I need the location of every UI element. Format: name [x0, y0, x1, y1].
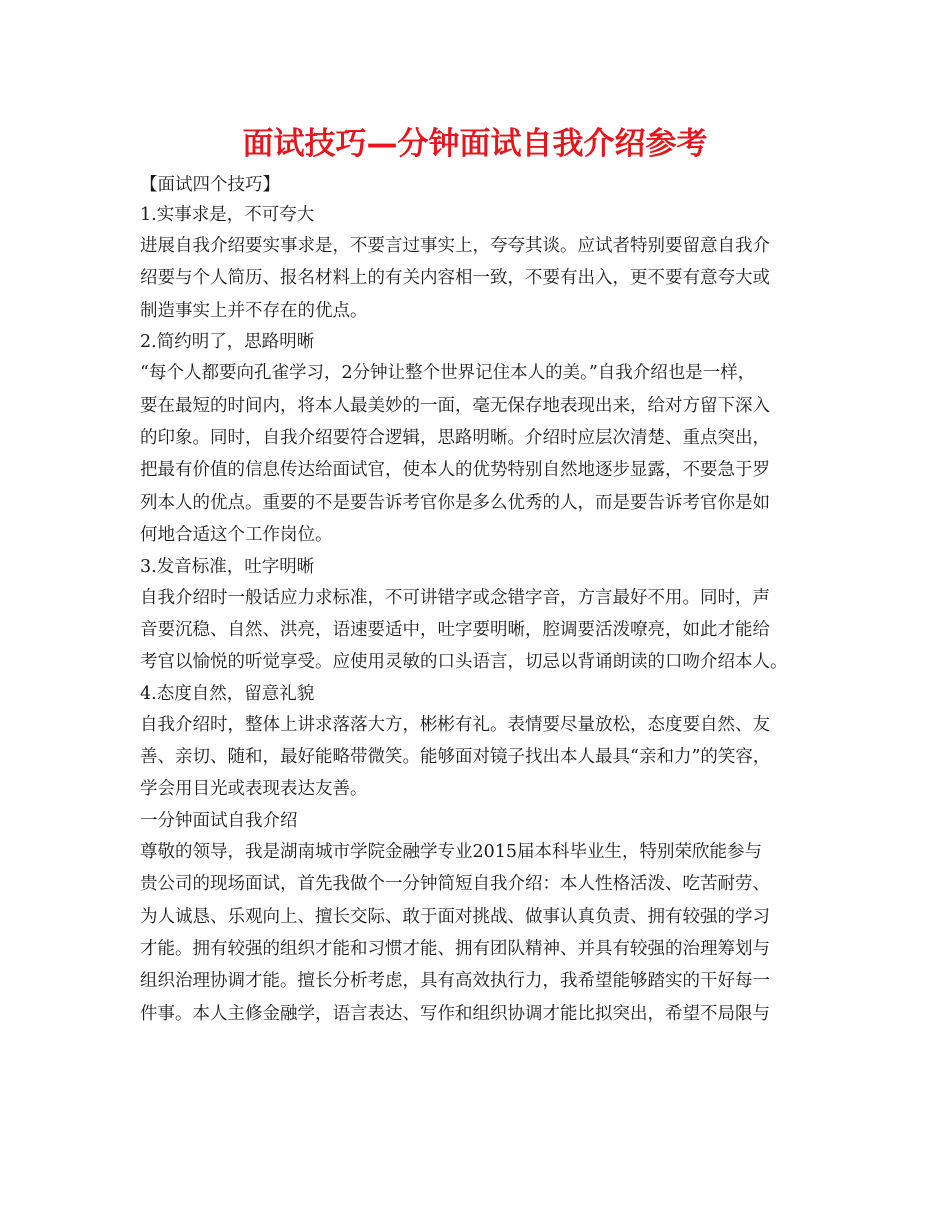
paragraph-line: 绍要与个人简历、报名材料上的有关内容相一致，不要有出入，更不要有意夸大或 — [140, 268, 770, 289]
section-heading: 3.发音标准，吐字明晰 — [140, 556, 315, 577]
paragraph-line: 为人诚恳、乐观向上、擅长交际、敢于面对挑战、做事认真负责、拥有较强的学习 — [140, 906, 770, 927]
section-heading: 4.态度自然，留意礼貌 — [140, 683, 315, 704]
paragraph-line: 贵公司的现场面试，首先我做个一分钟简短自我介绍：本人性格活泼、吃苦耐劳、 — [140, 874, 770, 895]
paragraph-line: 的印象。同时，自我介绍要符合逻辑，思路明晰。介绍时应层次清楚、重点突出， — [140, 427, 770, 448]
paragraph-line: 自我介绍时，整体上讲求落落大方，彬彬有礼。表情要尽量放松，态度要自然、友 — [140, 714, 770, 735]
paragraph-line: 自我介绍时一般话应力求标准，不可讲错字或念错字音，方言最好不用。同时，声 — [140, 587, 770, 608]
paragraph-line: 要在最短的时间内，将本人最美妙的一面，毫无保存地表现出来，给对方留下深入 — [140, 395, 770, 416]
paragraph-line: 组织治理协调才能。擅长分析考虑，具有高效执行力，我希望能够踏实的干好每一 — [140, 971, 770, 992]
paragraph-line: 把最有价值的信息传达给面试官，使本人的优势特别自然地逐步显露，不要急于罗 — [140, 460, 770, 481]
paragraph-line: 列本人的优点。重要的不是要告诉考官你是多么优秀的人，而是要告诉考官你是如 — [140, 492, 770, 513]
section-heading: 1.实事求是，不可夸大 — [140, 205, 315, 225]
paragraph-line: 尊敬的领导，我是湖南城市学院金融学专业2015届本科毕业生，特别荣欣能参与 — [140, 841, 763, 862]
paragraph-line: 何地合适这个工作岗位。 — [140, 525, 333, 546]
section-heading: 一分钟面试自我介绍 — [140, 810, 298, 831]
paragraph-line: 音要沉稳、自然、洪亮，语速要适中，吐字要明晰，腔调要活泼嘹亮，如此才能给 — [140, 619, 770, 640]
paragraph-line: “每个人都要向孔雀学习，2分钟让整个世界记住本人的美。”自我介绍也是一样， — [140, 363, 756, 384]
paragraph-line: 制造事实上并不存在的优点。 — [140, 300, 368, 321]
paragraph-line: 学会用目光或表现表达友善。 — [140, 779, 368, 800]
paragraph-line: 进展自我介绍要实事求是，不要言过事实上，夸夸其谈。应试者特别要留意自我介 — [140, 236, 770, 256]
document-title: 面试技巧—分钟面试自我介绍参考 — [242, 126, 708, 162]
paragraph-line: 才能。拥有较强的组织才能和习惯才能、拥有团队精神、并具有较强的治理筹划与 — [140, 939, 770, 960]
section-heading: 【面试四个技巧】 — [140, 175, 280, 195]
document-body — [140, 170, 830, 1030]
paragraph-line: 善、亲切、随和，最好能略带微笑。能够面对镜子找出本人最具“亲和力”的笑容， — [140, 747, 771, 768]
section-heading: 2.简约明了，思路明晰 — [140, 332, 315, 353]
paragraph-line: 件事。本人主修金融学，语言表达、写作和组织协调才能比拟突出，希望不局限与 — [140, 1003, 770, 1024]
paragraph-line: 考官以愉悦的听觉享受。应使用灵敏的口头语言，切忌以背诵朗读的口吻介绍本人。 — [140, 652, 788, 673]
